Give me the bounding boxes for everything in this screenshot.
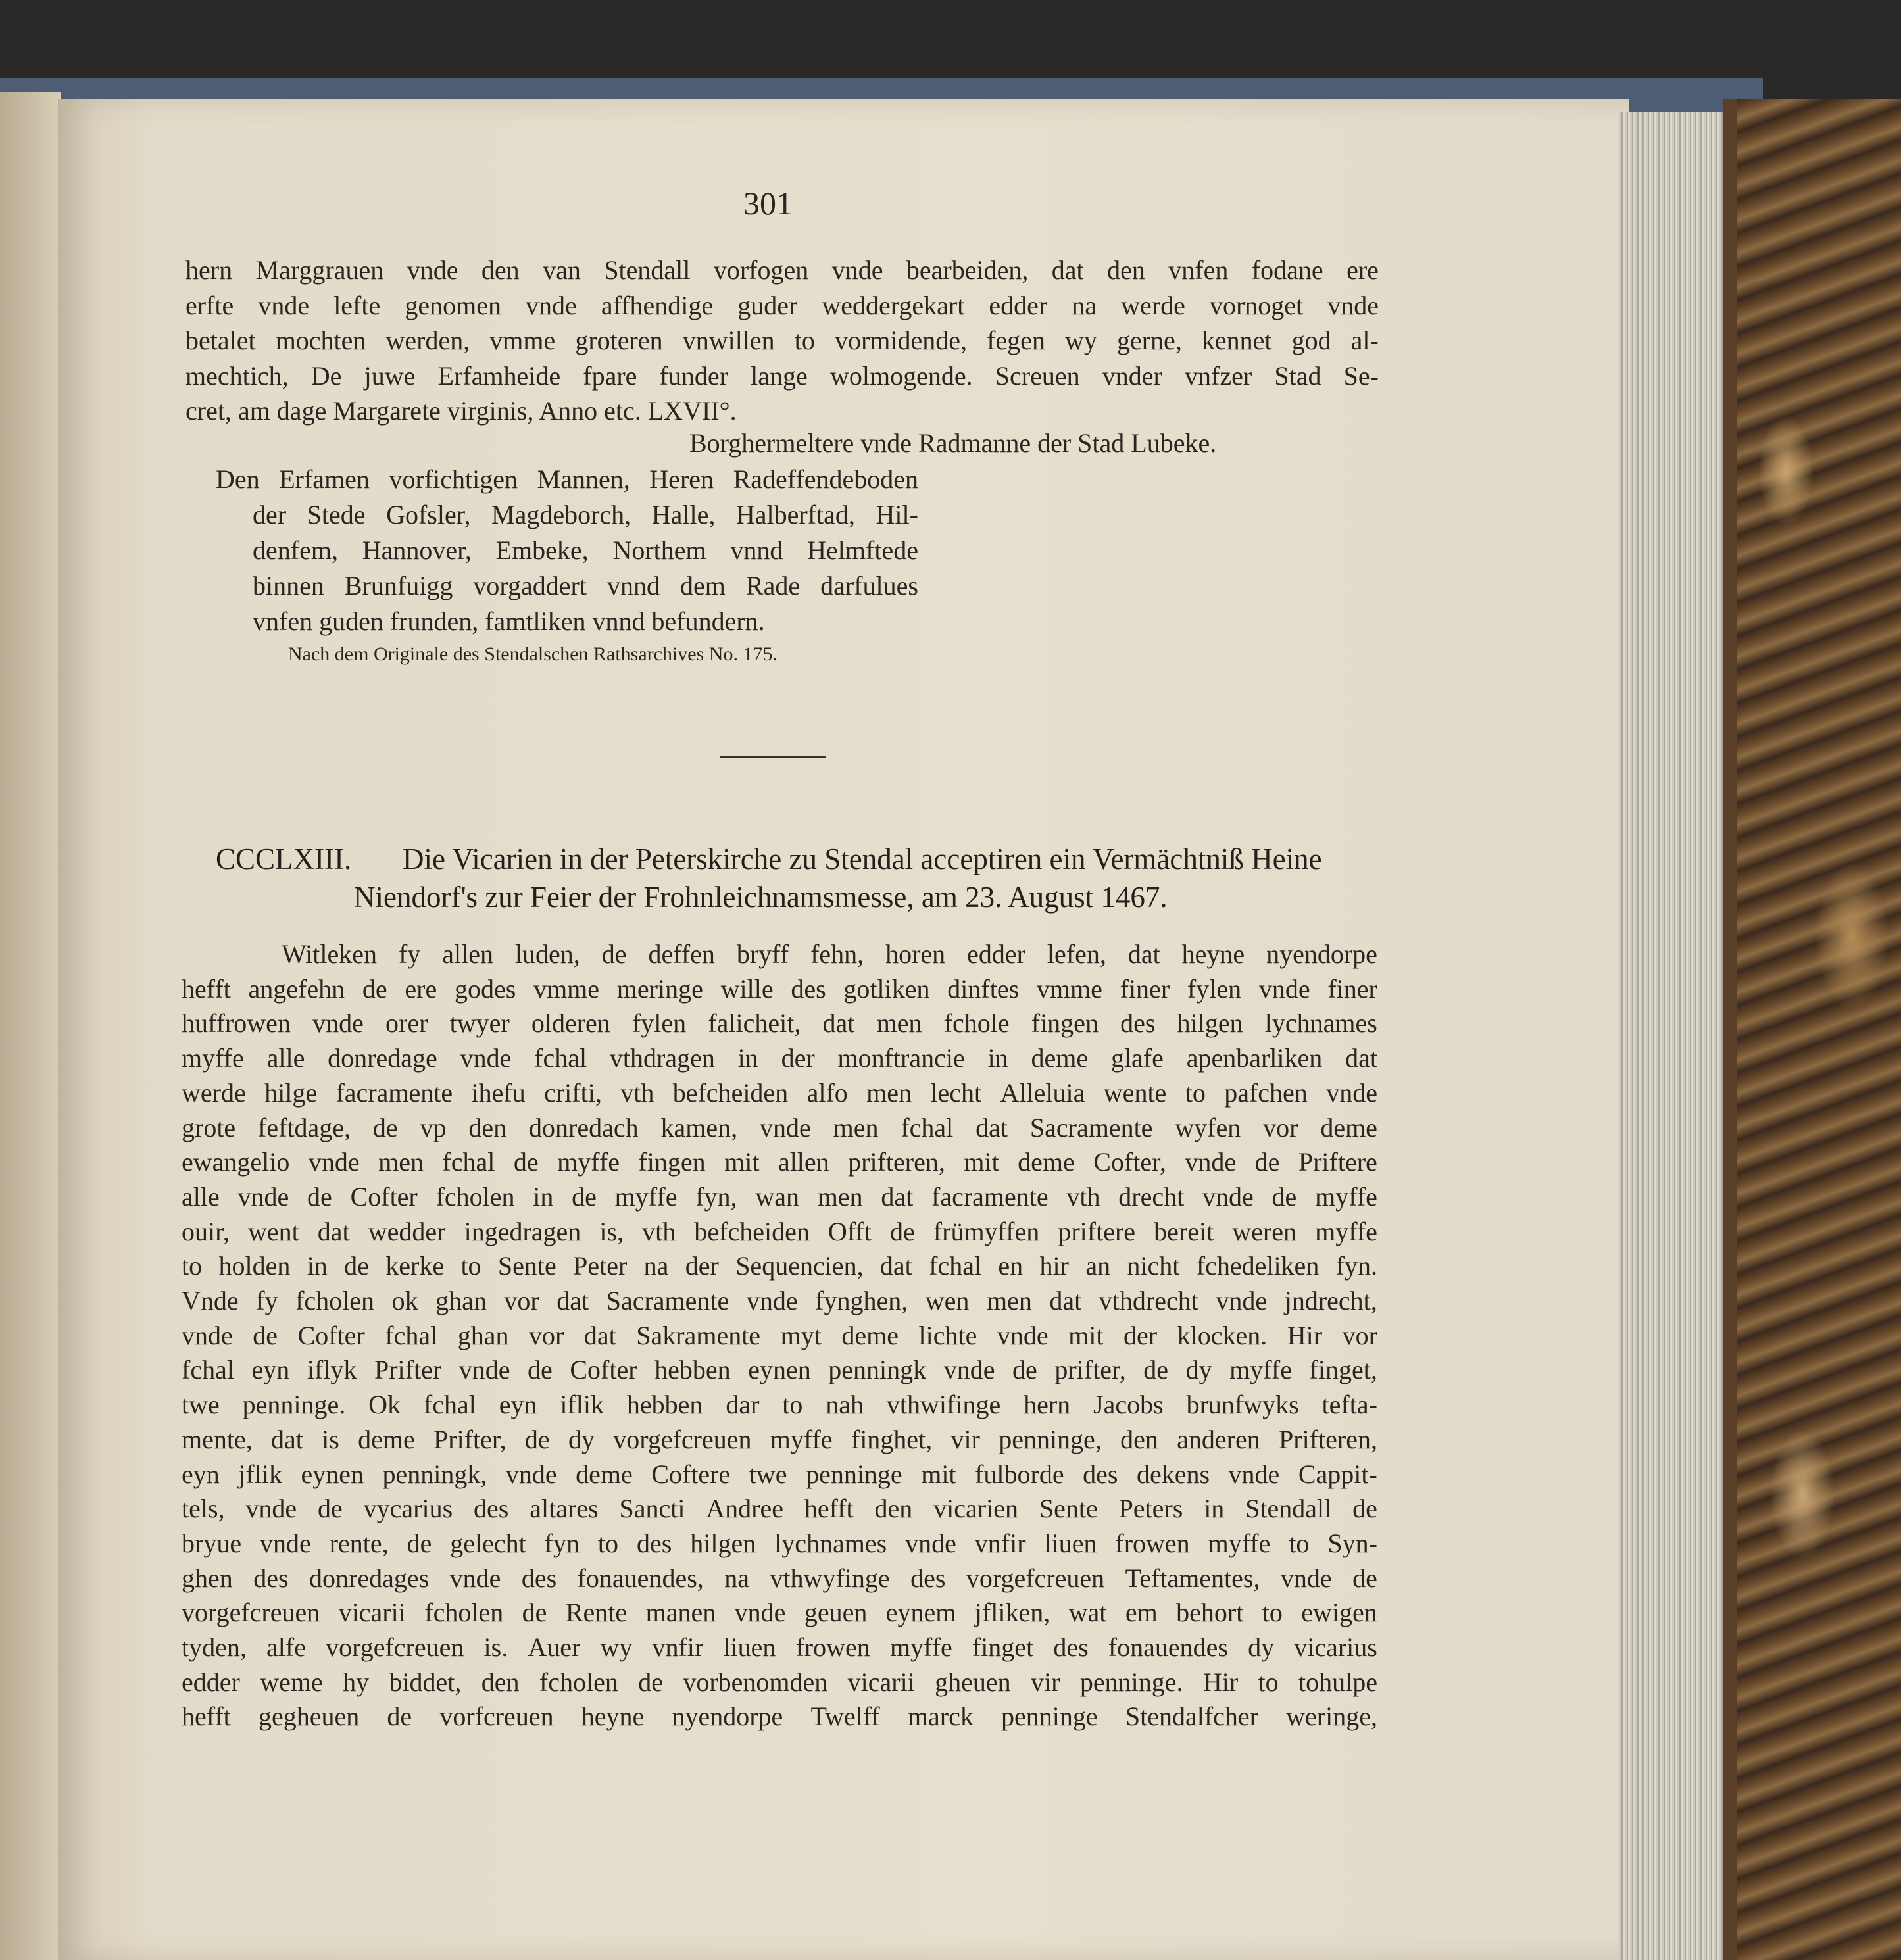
address-line: vnfen guden frunden, famtliken vnnd befundern. <box>253 606 765 636</box>
section-number: CCCLXIII. <box>216 843 352 875</box>
letter-line: erfte vnde lefte genomen vnde affhendige guder weddergekart edder na werde vornoget vnde <box>185 290 1379 320</box>
charter-line: ghen des donredages vnde des fonauendes, na vthwyfinge des vorgefcreuen Teftamentes, vnde de <box>182 1563 1377 1593</box>
charter-line: hefft angefehn de ere godes vmme meringe wille des gotliken dinftes vmme finer fylen vnde finer <box>182 973 1377 1004</box>
address-line: binnen Brunfuigg vorgaddert vnnd dem Rade darfulues <box>253 571 918 600</box>
charter-line: eyn jflik eynen penningk, vnde deme Coftere twe penninge mit fulborde des dekens vnde Cappit- <box>182 1459 1377 1489</box>
charter-line: twe penninge. Ok fchal eyn iflik hebben dar to nah vthwifinge hern Jacobs brunfwyks tefta- <box>182 1390 1377 1420</box>
charter-line: fchal eyn iflyk Prifter vnde de Cofter hebben eynen penningk vnde de prifter, de dy myffe finget, <box>182 1355 1377 1385</box>
letter-line: betalet mochten werden, vmme groteren vnwillen to vormidende, fegen wy gerne, kennet god al- <box>185 326 1379 355</box>
section-divider <box>720 756 826 758</box>
charter-line: tels, vnde de vycarius des altares Sancti Andree hefft den vicarien Sente Peters in Stendall de <box>182 1494 1377 1524</box>
section-title-line1: Die Vicarien in der Peterskirche zu Stendal acceptiren ein Vermächtniß Heine <box>403 843 1322 875</box>
charter-line: myffe alle donredage vnde fchal vthdragen in der monftrancie in deme glafe apenbarliken dat <box>182 1043 1377 1073</box>
address-line: denfem, Hannover, Embeke, Northem vnnd Helmftede <box>253 535 918 565</box>
charter-line: Witleken fy allen luden, de deffen bryff fehn, horen edder lefen, dat heyne nyendorpe <box>282 939 1377 969</box>
letter-line: cret, am dage Margarete virginis, Anno etc. LXVII°. <box>185 396 737 426</box>
charter-line: ouir, went dat wedder ingedragen is, vth befcheiden Offt de frümyffen priftere bereit weren myffe <box>182 1216 1377 1246</box>
charter-line: vorgefcreuen vicarii fcholen de Rente manen vnde geuen eynem jfliken, wat em behort to ewigen <box>182 1598 1377 1628</box>
marbled-endpaper <box>1737 99 1901 1960</box>
charter-line: alle vnde de Cofter fcholen in de myffe fyn, wan men dat facramente vth drecht vnde de myffe <box>182 1181 1377 1212</box>
page-number: 301 <box>743 185 793 222</box>
facing-page-edge <box>0 92 61 1960</box>
section-title-line2: Niendorf's zur Feier der Frohnleichnamsmesse, am 23. August 1467. <box>354 881 1168 914</box>
letter-line: mechtich, De juwe Erfamheide fpare funder lange wolmogende. Screuen vnder vnfzer Stad Se- <box>185 360 1379 391</box>
page-block-edges <box>1619 112 1738 1960</box>
charter-line: huffrowen vnde orer twyer olderen fylen falicheit, dat men fchole fingen des hilgen lychnames <box>182 1008 1377 1039</box>
charter-line: werde hilge facramente ihefu crifti, vth befcheiden alfo men lecht Alleluia wente to pafchen vnde <box>182 1077 1377 1108</box>
charter-line: to holden in de kerke to Sente Peter na der Sequencien, dat fchal en hir an nicht fchedeliken fyn. <box>182 1251 1377 1281</box>
charter-line: hefft gegheuen de vorfcreuen heyne nyendorpe Twelff marck penninge Stendalfcher weringe, <box>182 1702 1377 1732</box>
address-line: Den Erfamen vorfichtigen Mannen, Heren Radeffendeboden <box>216 464 918 494</box>
charter-line: ewangelio vnde men fchal de myffe fingen mit allen prifteren, mit deme Cofter, vnde de Priftere <box>182 1147 1377 1177</box>
signature-line: Borghermeltere vnde Radmanne der Stad Lubeke. <box>689 428 1217 458</box>
address-line: der Stede Gofsler, Magdeborch, Halle, Halberftad, Hil- <box>253 500 918 529</box>
charter-line: edder weme hy biddet, den fcholen de vorbenomden vicarii gheuen vir penninge. Hir to tohulpe <box>182 1667 1377 1697</box>
charter-line: tyden, alfe vorgefcreuen is. Auer wy vnfir liuen frowen myffe finget des fonauendes dy vicarius <box>182 1632 1377 1662</box>
board-edge <box>1723 99 1738 1960</box>
charter-line: vnde de Cofter fchal ghan vor dat Sakramente myt deme lichte vnde mit der klocken. Hir vor <box>182 1320 1377 1350</box>
charter-line: mente, dat is deme Prifter, de dy vorgefcreuen myffe finghet, vir penninge, den anderen Prifteren, <box>182 1424 1377 1454</box>
charter-line: bryue vnde rente, de gelecht fyn to des hilgen lychnames vnde vnfir liuen frowen myffe to Syn- <box>182 1528 1377 1558</box>
letter-line: hern Marggrauen vnde den van Stendall vorfogen vnde bearbeiden, dat den vnfen fodane ere <box>185 255 1379 285</box>
charter-line: grote feftdage, de vp den donredach kamen, vnde men fchal dat Sacramente wyfen vor deme <box>182 1112 1377 1142</box>
charter-line: Vnde fy fcholen ok ghan vor dat Sacramente vnde fynghen, wen men dat vthdrecht vnde jndrecht, <box>182 1286 1377 1315</box>
source-note: Nach dem Originale des Stendalschen Rathsarchives No. 175. <box>288 643 778 665</box>
